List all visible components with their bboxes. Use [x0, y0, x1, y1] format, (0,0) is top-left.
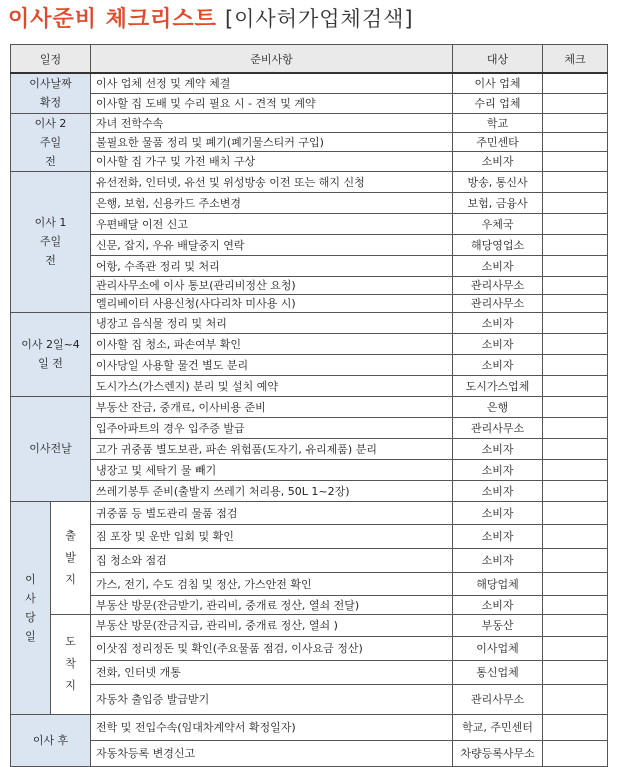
check-cell[interactable]: [543, 213, 608, 234]
check-cell[interactable]: [543, 524, 608, 548]
task-cell: 신문, 잡지, 우유 배달중지 연락: [91, 234, 453, 255]
target-cell: 소비자: [453, 548, 543, 572]
target-cell: 학교: [453, 113, 543, 132]
task-cell: 이사할 집 가구 및 가전 배치 구상: [91, 152, 453, 171]
sub-schedule-departure: [51, 501, 91, 614]
target-cell: 보험, 금융사: [453, 192, 543, 213]
task-cell: 냉장고 및 세탁기 물 빼기: [91, 459, 453, 480]
task-cell: 전학 및 전입수속(임대차계약서 확정일자): [91, 714, 453, 740]
schedule-after-move: 이사 후: [11, 714, 91, 766]
target-cell: 이사업체: [453, 636, 543, 660]
check-cell[interactable]: [543, 333, 608, 354]
target-cell: 방송, 통신사: [453, 171, 543, 192]
arrival-char: 도: [65, 635, 76, 648]
target-cell: 소비자: [453, 333, 543, 354]
check-cell[interactable]: [543, 255, 608, 276]
check-cell[interactable]: [543, 132, 608, 151]
checklist-table: [10, 44, 608, 767]
target-cell: 소비자: [453, 459, 543, 480]
page-title: [8, 2, 414, 36]
task-cell: 자동차 출입증 발급받기: [91, 684, 453, 714]
task-cell: 은행, 보험, 신용카드 주소변경: [91, 192, 453, 213]
target-cell: 소비자: [453, 480, 543, 501]
check-cell[interactable]: [543, 375, 608, 396]
header-schedule: 일정: [11, 45, 91, 74]
task-cell: 고가 귀중품 별도보관, 파손 위험품(도자기, 유리제품) 분리: [91, 438, 453, 459]
target-cell: 관리사무소: [453, 684, 543, 714]
task-cell: 우편배달 이전 신고: [91, 213, 453, 234]
target-cell: 차량등록사무소: [453, 740, 543, 766]
target-cell: 소비자: [453, 438, 543, 459]
check-cell[interactable]: [543, 73, 608, 93]
check-cell[interactable]: [543, 438, 608, 459]
target-cell: 소비자: [453, 595, 543, 614]
target-cell: 관리사무소: [453, 276, 543, 294]
check-cell[interactable]: [543, 93, 608, 113]
task-cell: 귀중품 등 별도관리 물품 점검: [91, 501, 453, 524]
check-cell[interactable]: [543, 113, 608, 132]
header-target: 대상: [453, 45, 543, 74]
target-cell: 이사 업체: [453, 73, 543, 93]
check-cell[interactable]: [543, 417, 608, 438]
check-cell[interactable]: [543, 714, 608, 740]
target-cell: 통신업체: [453, 660, 543, 684]
task-cell: 전화, 인터넷 개통: [91, 660, 453, 684]
target-cell: 관리사무소: [453, 417, 543, 438]
task-cell: 관리사무소에 이사 통보(관리비정산 요청): [91, 276, 453, 294]
check-cell[interactable]: [543, 354, 608, 375]
check-cell[interactable]: [543, 501, 608, 524]
check-cell[interactable]: [543, 294, 608, 312]
task-cell: 짐 포장 및 운반 입회 및 확인: [91, 524, 453, 548]
check-cell[interactable]: [543, 660, 608, 684]
task-cell: 불필요한 물품 정리 및 폐기(폐기물스티커 구입): [91, 132, 453, 151]
check-cell[interactable]: [543, 396, 608, 417]
task-cell: 유선전화, 인터넷, 유선 및 위성방송 이전 또는 해지 신청: [91, 171, 453, 192]
moving-day-char: 일: [25, 629, 36, 643]
task-cell: 도시가스(가스렌지) 분리 및 설치 예약: [91, 375, 453, 396]
departure-char: 지: [65, 572, 76, 586]
task-cell: 엘리베이터 사용신청(사다리차 미사용 시): [91, 294, 453, 312]
arrival-char: 지: [65, 679, 76, 692]
check-cell[interactable]: [543, 152, 608, 171]
target-cell: 관리사무소: [453, 294, 543, 312]
schedule-2-weeks-before: 이사 2주일 전: [11, 113, 91, 171]
check-cell[interactable]: [543, 595, 608, 614]
check-cell[interactable]: [543, 459, 608, 480]
moving-day-char: 당: [25, 610, 36, 624]
departure-char: 출: [65, 528, 76, 542]
task-cell: 이사 업체 선정 및 계약 체결: [91, 73, 453, 93]
target-cell: 학교, 주민센터: [453, 714, 543, 740]
check-cell[interactable]: [543, 192, 608, 213]
target-cell: 부동산: [453, 614, 543, 636]
target-cell: 소비자: [453, 152, 543, 171]
check-cell[interactable]: [543, 684, 608, 714]
target-cell: 해당업체: [453, 572, 543, 595]
target-cell: 소비자: [453, 255, 543, 276]
task-cell: 집 청소와 점검: [91, 548, 453, 572]
schedule-2-4-days-before: 이사 2일~4일 전: [11, 312, 91, 396]
target-cell: 수리 업체: [453, 93, 543, 113]
target-cell: 주민센타: [453, 132, 543, 151]
schedule-moving-day-confirm: 이사날짜 확정: [11, 73, 91, 113]
departure-char: 발: [65, 550, 76, 564]
target-cell: 소비자: [453, 524, 543, 548]
task-cell: 입주아파트의 경우 입주증 발급: [91, 417, 453, 438]
target-cell: 소비자: [453, 312, 543, 333]
schedule-1-week-before: 이사 1주일 전: [11, 171, 91, 312]
target-cell: 해당영업소: [453, 234, 543, 255]
title-main: 이사준비 체크리스트: [8, 7, 217, 32]
header-task: 준비사항: [91, 45, 453, 74]
schedule-moving-day: [11, 501, 51, 714]
task-cell: 부동산 방문(잔금받기, 관리비, 중개료 정산, 열쇠 전달): [91, 595, 453, 614]
task-cell: 이사할 집 도배 및 수리 필요 시 - 견적 및 계약: [91, 93, 453, 113]
check-cell[interactable]: [543, 572, 608, 595]
arrival-char: 착: [65, 657, 76, 670]
task-cell: 이사당일 사용할 물건 별도 분리: [91, 354, 453, 375]
target-cell: 우체국: [453, 213, 543, 234]
check-cell[interactable]: [543, 614, 608, 636]
task-cell: 가스, 전기, 수도 검침 및 정산, 가스안전 확인: [91, 572, 453, 595]
target-cell: 은행: [453, 396, 543, 417]
check-cell[interactable]: [543, 740, 608, 766]
title-link[interactable]: [이사허가업체검색]: [224, 7, 414, 31]
target-cell: 소비자: [453, 501, 543, 524]
sub-schedule-arrival: [51, 614, 91, 714]
task-cell: 이삿짐 정리정돈 및 확인(주요물품 점검, 이사요금 정산): [91, 636, 453, 660]
schedule-day-before: 이사전날: [11, 396, 91, 501]
task-cell: 이사할 집 청소, 파손여부 확인: [91, 333, 453, 354]
check-cell[interactable]: [543, 276, 608, 294]
check-cell[interactable]: [543, 312, 608, 333]
task-cell: 부동산 잔금, 중개료, 이사비용 준비: [91, 396, 453, 417]
check-cell[interactable]: [543, 636, 608, 660]
target-cell: 도시가스업체: [453, 375, 543, 396]
header-check: 체크: [543, 45, 608, 74]
task-cell: 쓰레기봉투 준비(출발지 쓰레기 처리용, 50L 1~2장): [91, 480, 453, 501]
check-cell[interactable]: [543, 548, 608, 572]
task-cell: 어항, 수족관 정리 및 처리: [91, 255, 453, 276]
task-cell: 자녀 전학수속: [91, 113, 453, 132]
moving-day-char: 사: [25, 591, 36, 605]
moving-day-char: 이: [25, 572, 36, 586]
task-cell: 자동차등록 변경신고: [91, 740, 453, 766]
check-cell[interactable]: [543, 480, 608, 501]
target-cell: 소비자: [453, 354, 543, 375]
task-cell: 부동산 방문(잔금지급, 관리비, 중개료 정산, 열쇠 ): [91, 614, 453, 636]
task-cell: 냉장고 음식물 정리 및 처리: [91, 312, 453, 333]
check-cell[interactable]: [543, 234, 608, 255]
check-cell[interactable]: [543, 171, 608, 192]
